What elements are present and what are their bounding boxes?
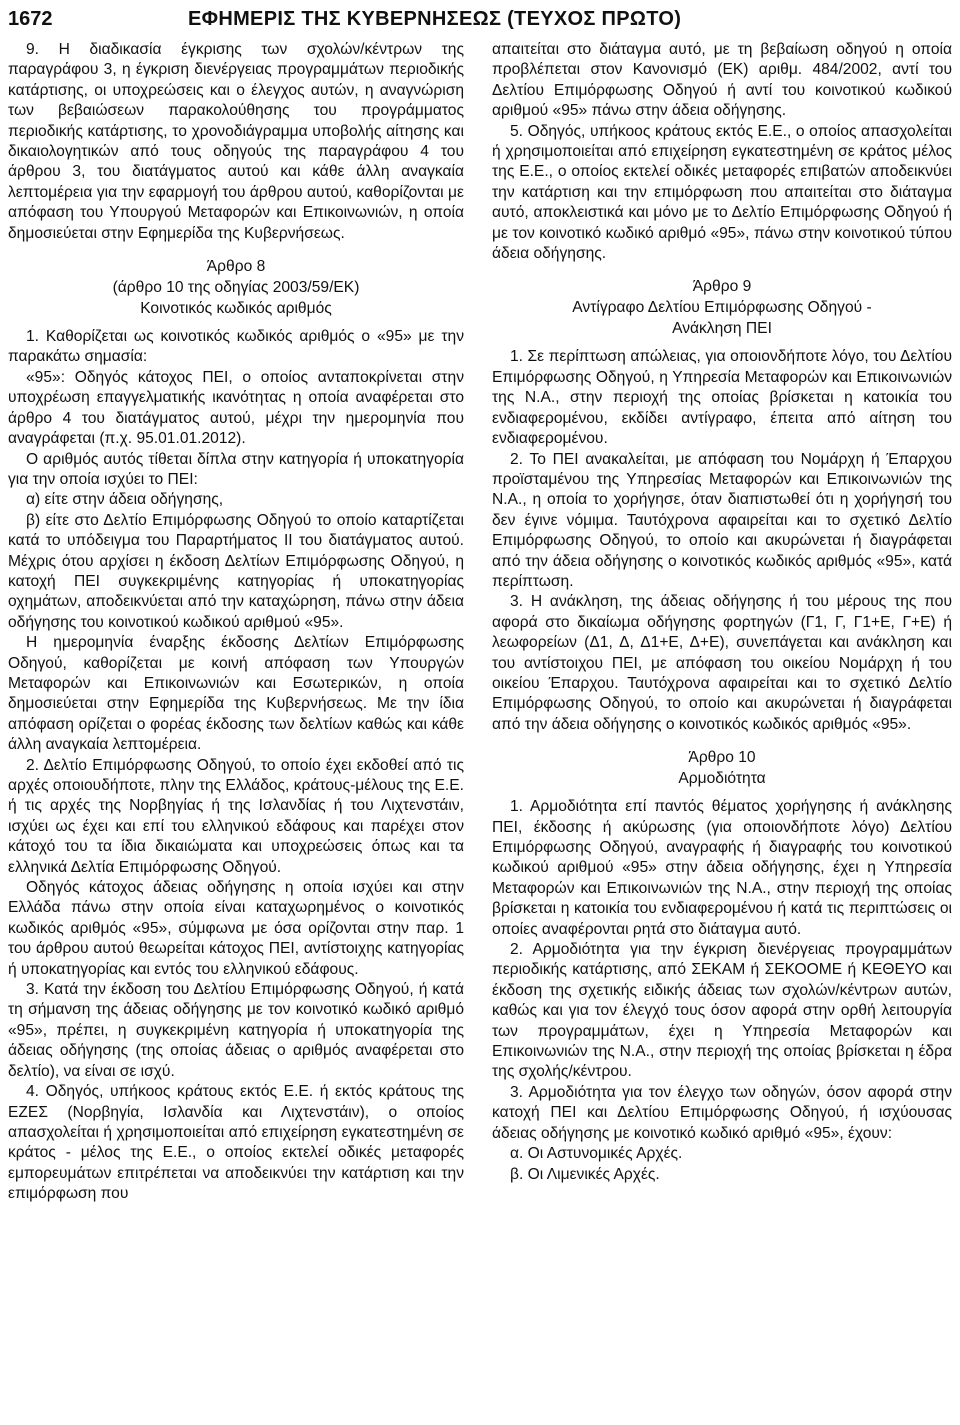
paragraph: 2. Αρμοδιότητα για την έγκριση διενέργειας προγραμμάτων περιοδικής κατάρτισης, από ΣΕΚΑΜ ή ΣΕΚΟΟΜΕ ή ΚΕΘΕΥΟ και έκδοση της σχετικής ειδικής άδειας των σχολών/κέντρων αυτών, καθώς και για τον έλεγχό τους όσον αφορά στην ορθή λειτουργία των προγραμμάτων, έχει η Υπηρεσία Μεταφορών και Επικοινωνιών της Ν.Α., στην περιοχή της οποίας βρίσκεται η έδρα της σχολής/κέντρου. <box>492 941 952 1081</box>
page-header <box>8 8 952 34</box>
paragraph: Ο αριθμός αυτός τίθεται δίπλα στην κατηγορία ή υποκατηγορία για την οποία ισχύει το ΠΕΙ: <box>8 450 464 488</box>
paragraph: 2. Το ΠΕΙ ανακαλείται, με απόφαση του Νομάρχη ή Έπαρχου προϊσταμένου της Υπηρεσίας Μεταφορών και Επικοινωνιών της Ν.Α., η οποία το χορήγησε, όταν διαπιστωθεί ότι η χορήγησή του δεν έγινε νόμιμα. Ταυτόχρονα αφαιρείται και το σχετικό Δελτίο Επιμόρφωσης Οδηγού, το οποίο και ακυρώνεται ή διαγράφεται από την άδεια οδήγησης ο κοινοτικός κωδικός αριθμός «95», κατά περίπτωση. <box>492 450 952 590</box>
paragraph: Η ημερομηνία έναρξης έκδοσης Δελτίων Επιμόρφωσης Οδηγού, καθορίζεται με κοινή απόφαση των Υπουργών Μεταφορών και Επικοινωνιών και Εσωτερικών, η οποία δημοσιεύεται στην Εφημερίδα της Κυβερνήσεως. Με την ίδια απόφαση ορίζεται ο φορέας έκδοσης των δελτίων καθώς και κάθε άλλη αναγκαία λεπτομέρεια. <box>8 634 464 754</box>
article-subtitle: Αρμοδιότητα <box>678 770 766 788</box>
paragraph: 3. Η ανάκληση, της άδειας οδήγησης ή του μέρους της που αφορά στο δικαίωμα οδήγησης φορτηγών (Γ1, Γ, Γ1+Ε, Γ+Ε) ή λεωφορείων (Δ1, Δ, Δ1+Ε, Δ+Ε), συνεπάγεται και ανάκληση και του αντίστοιχου ΠΕΙ, με απόφαση του οικείου Νομάρχη ή του οικείου Έπαρχου. Ταυτόχρονα αφαιρείται και το σχετικό Δελτίο Επιμόρφωσης Οδηγού, το οποίο και ακυρώνεται ή διαγράφεται από την άδεια οδήγησης ο κοινοτικός κωδικός αριθμός «95». <box>492 593 952 733</box>
paragraph: α. Οι Αστυνομικές Αρχές. <box>510 1145 683 1163</box>
paragraph: 4. Οδηγός, υπήκοος κράτους εκτός Ε.Ε. ή εκτός κράτους της ΕΖΕΣ (Νορβηγία, Ισλανδία και Λιχτενστάιν), ο οποίος απασχολείται ή χρησιμοποιείται από επιχείρηση εγκατεστημένη σε κράτος - μέλος της Ε.Ε., ο οποίος εκτελεί οδικές μεταφορές εμπορευμάτων επιτρέπεται να αποδεικνύει την κατάρτιση και την επιμόρφωση που <box>8 1083 464 1203</box>
paragraph: 3. Αρμοδιότητα για τον έλεγχο των οδηγών, όσον αφορά στην κατοχή ΠΕΙ και Δελτίου Επιμόρφωσης Οδηγού, ή ισχύουσας άδειας οδήγησης με κοινοτικό κωδικό αριθμό «95», έχουν: <box>492 1083 952 1142</box>
paragraph: 2. Δελτίο Επιμόρφωσης Οδηγού, το οποίο έχει εκδοθεί από τις αρχές οποιουδήποτε, πλην της Ελλάδος, κράτους-μέλους της Ε.Ε. ή τις αρχές της Νορβηγίας ή της Ισλανδίας ή του Λιχτενστάιν, ισχύει ως έχει και επί του ελληνικού εδάφους και παρέχει στον κάτοχό του τα ίδια δικαιώματα και υποχρεώσεις όπως και τα ελληνικά Δελτία Επιμόρφωσης Οδηγού. <box>8 756 464 876</box>
paragraph: 5. Οδηγός, υπήκοος κράτους εκτός Ε.Ε., ο οποίος απασχολείται ή χρησιμοποιείται από επιχείρηση εγκατεστημένη σε κράτος μέλος της Ε.Ε., ο οποίος εκτελεί οδικές μεταφορές επιβατών αποδεικνύει την κατάρτιση και την επιμόρφωση που απαιτείται στο διάταγμα αυτό, αποκλειστικά και μόνο με το Δελτίο Επιμόρφωσης Οδηγού ή με τον κοινοτικό κωδικό αριθμό «95», πάνω στην κοινοτικού τύπου άδεια οδήγησης. <box>492 122 952 263</box>
gazette-title: ΕΦΗΜΕΡΙΣ ΤΗΣ ΚΥΒΕΡΝΗΣΕΩΣ (ΤΕΥΧΟΣ ΠΡΩΤΟ) <box>188 8 682 30</box>
paragraph: 9. Η διαδικασία έγκρισης των σχολών/κέντρων της παραγράφου 3, η έγκριση διενέργειας προγραμμάτων περιοδικής κατάρτισης, οι υποχρεώσεις και ο έλεγχος αυτών, η αναγνώριση των βεβαιώσεων παρακολούθησης του προγράμματος περιοδικής κατάρτισης, το χρονοδιάγραμμα υποβολής αίτησης και δικαιολογητικών από τους οδηγούς της παραγράφου 4 του άρθρου 3, του διατάγματος αυτού και κάθε άλλη αναγκαία λεπτομέρεια για την εφαρμογή του άρθρου αυτού, καθορίζονται με απόφαση του Υπουργού Μεταφορών και Επικοινωνιών, η οποία δημοσιεύεται στην Εφημερίδα της Κυβερνήσεως. <box>8 41 464 242</box>
paragraph: 1. Αρμοδιότητα επί παντός θέματος χορήγησης ή ανάκλησης ΠΕΙ, έκδοσης ή ακύρωσης (για οποιονδήποτε λόγο) Δελτίου Επιμόρφωσης Οδηγού, αναγραφής ή διαγραφής του κοινοτικού κωδικού αριθμού «95» στην άδεια οδήγησης, έχει η Υπηρεσία Μεταφορών και Επικοινωνιών της Ν.Α., στην περιοχή της οποίας βρίσκεται η κατοικία του ενδιαφερομένου ή κατά τις περιπτώσεις οι οποίες αναφέρονται ρητά στο διάταγμα αυτό. <box>492 798 952 938</box>
paragraph: 1. Καθορίζεται ως κοινοτικός κωδικός αριθμός ο «95» με την παρακάτω σημασία: <box>8 328 464 366</box>
paragraph: Οδηγός κάτοχος άδειας οδήγησης η οποία ισχύει και στην Ελλάδα πάνω στην οποία είναι καταχωρημένος ο κοινοτικός κωδικός αριθμός «95», σύμφωνα με όσα ορίζονται στην παρ. 1 του άρθρου αυτού θεωρείται κάτοχος ΠΕΙ, αντίστοιχης κατηγορίας ή υποκατηγορίας και εντός του ελληνικού εδάφους. <box>8 879 464 978</box>
article-title: Άρθρο 10 <box>688 749 756 767</box>
paragraph: β) είτε στο Δελτίο Επιμόρφωσης Οδηγού το οποίο καταρτίζεται κατά το υπόδειγμα του Παραρτήματος ΙΙ του διατάγματος αυτού. Μέχρις ότου αρχίσει η έκδοση Δελτίων Επιμόρφωσης Οδηγού, η κατοχή ΠΕΙ συγκεκριμένης κατηγορίας ή υποκατηγορίας οχημάτων, αποδεικνύεται από την καταχώρηση, πάνω στην άδεια οδήγησης του κοινοτικού κωδικού αριθμού «95». <box>8 511 464 631</box>
left-column <box>8 40 464 1205</box>
paragraph: β. Οι Λιμενικές Αρχές. <box>510 1165 660 1183</box>
paragraph: «95»: Οδηγός κάτοχος ΠΕΙ, ο οποίος ανταποκρίνεται στην υποχρέωση επαγγελματικής ικανότητας η οποία αναφέρεται στο άρθρο 4 του διατάγματος αυτού, μέχρι την ημερομηνία που αναγράφεται (π.χ. 95.01.01.2012). <box>8 368 464 448</box>
paragraph: α) είτε στην άδεια οδήγησης, <box>26 491 224 509</box>
article-title: Άρθρο 8 <box>206 258 266 276</box>
paragraph: απαιτείται στο διάταγμα αυτό, με τη βεβαίωση οδηγού η οποία προβλέπεται στον Κανονισμό (ΕΚ) αριθμ. 484/2002, αντί του Δελτίου Επιμόρφωσης Οδηγού ή αντί του κοινοτικού κωδικού αριθμού «95» πάνω στην άδεια οδήγησης. <box>492 41 952 120</box>
article-subtitle: Ανάκληση ΠΕΙ <box>672 320 772 338</box>
article-title: Άρθρο 9 <box>692 278 752 296</box>
article-subtitle: (άρθρο 10 της οδηγίας 2003/59/ΕΚ) <box>112 279 360 297</box>
article-subtitle: Κοινοτικός κωδικός αριθμός <box>140 300 332 318</box>
paragraph: 3. Κατά την έκδοση του Δελτίου Επιμόρφωσης Οδηγού, ή κατά τη σήμανση της άδειας οδήγησης με τον κοινοτικό κωδικό αριθμό «95», πρέπει, η συγκεκριμένη κατηγορία ή υποκατηγορία της άδειας οδήγησης (της οποίας άδειας ο αριθμός αναφέρεται στο δελτίο), να είναι σε ισχύ. <box>8 981 464 1080</box>
right-column <box>492 40 952 1185</box>
article-9-heading <box>492 276 952 339</box>
paragraph: 1. Σε περίπτωση απώλειας, για οποιονδήποτε λόγο, του Δελτίου Επιμόρφωσης Οδηγού, η Υπηρεσία Μεταφορών και Επικοινωνιών της Ν.Α., στην περιοχή της οποίας βρίσκεται η κατοικία του ενδιαφερομένου, εκδίδει αντίγραφο, έπειτα από αίτηση του ενδιαφερομένου. <box>492 348 952 448</box>
article-subtitle: Αντίγραφο Δελτίου Επιμόρφωσης Οδηγού - <box>572 299 872 317</box>
article-8-heading <box>8 256 464 319</box>
page-number: 1672 <box>8 8 53 30</box>
article-10-heading <box>492 747 952 789</box>
